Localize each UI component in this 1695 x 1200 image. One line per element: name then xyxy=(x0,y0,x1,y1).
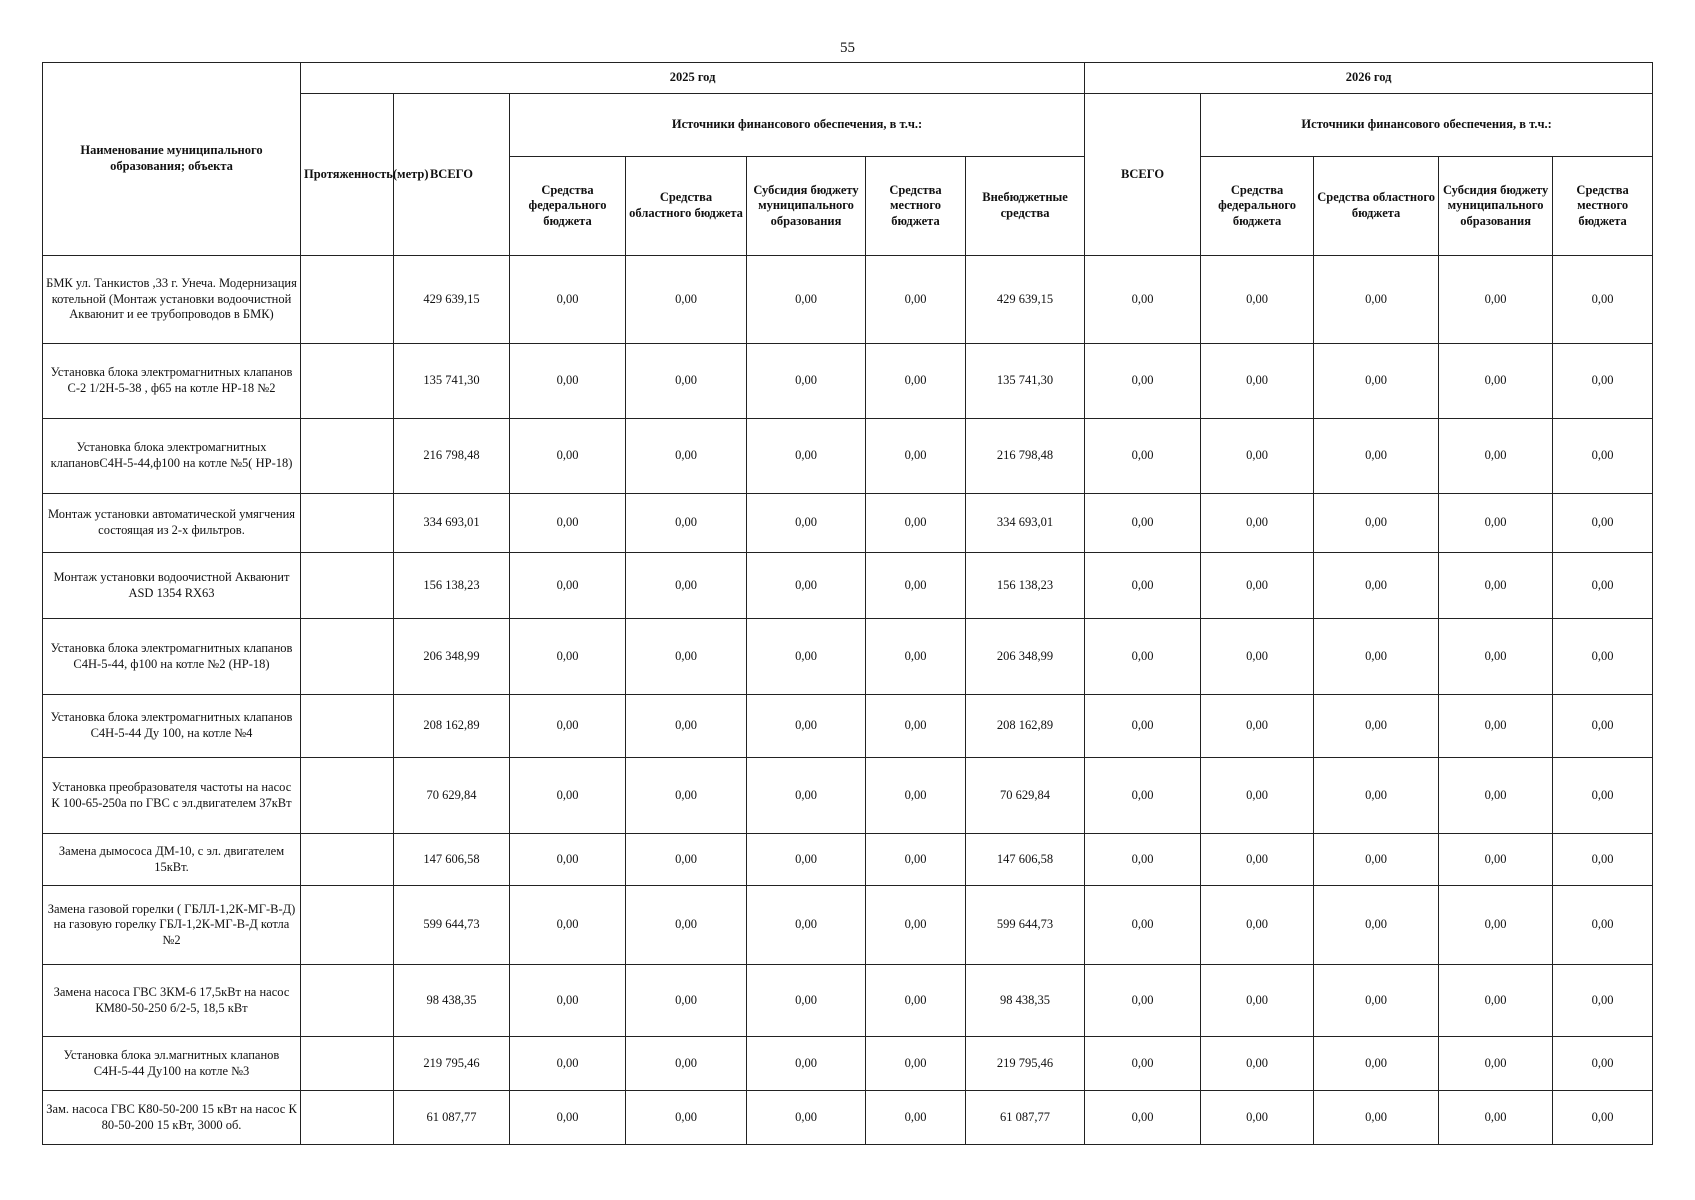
federal-2026-cell: 0,00 xyxy=(1201,553,1314,619)
local-2025-cell: 0,00 xyxy=(866,695,966,758)
local-2025-cell: 0,00 xyxy=(866,494,966,553)
local-2025-cell: 0,00 xyxy=(866,553,966,619)
subsidy-2026-cell: 0,00 xyxy=(1439,758,1553,834)
extrabudget-2025-cell: 70 629,84 xyxy=(966,758,1085,834)
total-2026-cell: 0,00 xyxy=(1085,344,1201,419)
subsidy-2025-cell: 0,00 xyxy=(747,619,866,695)
local-2026-cell: 0,00 xyxy=(1553,553,1653,619)
local-2026-cell: 0,00 xyxy=(1553,695,1653,758)
table-row xyxy=(43,695,1653,758)
total-2026-cell: 0,00 xyxy=(1085,419,1201,494)
table-row xyxy=(43,619,1653,695)
regional-2026-cell: 0,00 xyxy=(1314,886,1439,965)
total-2026-cell: 0,00 xyxy=(1085,886,1201,965)
federal-2025-cell: 0,00 xyxy=(510,834,626,886)
subsidy-2026-cell: 0,00 xyxy=(1439,695,1553,758)
federal-2025-cell: 0,00 xyxy=(510,695,626,758)
regional-2026-cell: 0,00 xyxy=(1314,494,1439,553)
subsidy-2025-cell: 0,00 xyxy=(747,419,866,494)
table-header xyxy=(43,63,1653,256)
regional-2026-cell: 0,00 xyxy=(1314,1037,1439,1091)
local-2025-cell: 0,00 xyxy=(866,419,966,494)
total-2026-cell: 0,00 xyxy=(1085,619,1201,695)
total-2026-cell: 0,00 xyxy=(1085,553,1201,619)
subsidy-2025-cell: 0,00 xyxy=(747,494,866,553)
header-total-2025: ВСЕГО xyxy=(394,94,510,256)
federal-2025-cell: 0,00 xyxy=(510,965,626,1037)
federal-2025-cell: 0,00 xyxy=(510,419,626,494)
regional-2026-cell: 0,00 xyxy=(1314,758,1439,834)
subsidy-2025-cell: 0,00 xyxy=(747,1091,866,1145)
federal-2025-cell: 0,00 xyxy=(510,256,626,344)
regional-2025-cell: 0,00 xyxy=(626,256,747,344)
object-name: Замена насоса ГВС 3КМ-6 17,5кВт на насос КМ80-50-250 б/2-5, 18,5 кВт xyxy=(43,965,301,1037)
subsidy-2025-cell: 0,00 xyxy=(747,256,866,344)
length-cell xyxy=(301,1091,394,1145)
total-2026-cell: 0,00 xyxy=(1085,256,1201,344)
regional-2026-cell: 0,00 xyxy=(1314,553,1439,619)
total-2025-cell: 599 644,73 xyxy=(394,886,510,965)
table-row xyxy=(43,758,1653,834)
subsidy-2026-cell: 0,00 xyxy=(1439,1091,1553,1145)
federal-2026-cell: 0,00 xyxy=(1201,1037,1314,1091)
total-2026-cell: 0,00 xyxy=(1085,1037,1201,1091)
subsidy-2026-cell: 0,00 xyxy=(1439,834,1553,886)
table-row xyxy=(43,886,1653,965)
local-2026-cell: 0,00 xyxy=(1553,758,1653,834)
subsidy-2026-cell: 0,00 xyxy=(1439,344,1553,419)
subsidy-2025-cell: 0,00 xyxy=(747,553,866,619)
length-cell xyxy=(301,619,394,695)
subsidy-2026-cell: 0,00 xyxy=(1439,419,1553,494)
total-2025-cell: 61 087,77 xyxy=(394,1091,510,1145)
regional-2025-cell: 0,00 xyxy=(626,834,747,886)
table-row xyxy=(43,553,1653,619)
total-2025-cell: 216 798,48 xyxy=(394,419,510,494)
federal-2025-cell: 0,00 xyxy=(510,619,626,695)
total-2026-cell: 0,00 xyxy=(1085,494,1201,553)
local-2025-cell: 0,00 xyxy=(866,1091,966,1145)
table-row xyxy=(43,256,1653,344)
federal-2025-cell: 0,00 xyxy=(510,494,626,553)
regional-2025-cell: 0,00 xyxy=(626,1091,747,1145)
local-2026-cell: 0,00 xyxy=(1553,834,1653,886)
length-cell xyxy=(301,419,394,494)
regional-2025-cell: 0,00 xyxy=(626,695,747,758)
regional-2026-cell: 0,00 xyxy=(1314,419,1439,494)
federal-2026-cell: 0,00 xyxy=(1201,344,1314,419)
length-cell xyxy=(301,494,394,553)
length-cell xyxy=(301,886,394,965)
length-cell xyxy=(301,834,394,886)
subsidy-2026-cell: 0,00 xyxy=(1439,886,1553,965)
regional-2026-cell: 0,00 xyxy=(1314,256,1439,344)
regional-2026-cell: 0,00 xyxy=(1314,965,1439,1037)
table-row xyxy=(43,1091,1653,1145)
federal-2025-cell: 0,00 xyxy=(510,886,626,965)
table-row xyxy=(43,419,1653,494)
object-name: Замена дымососа ДМ-10, с эл. двигателем 15кВт. xyxy=(43,834,301,886)
extrabudget-2025-cell: 216 798,48 xyxy=(966,419,1085,494)
local-2026-cell: 0,00 xyxy=(1553,1037,1653,1091)
federal-2025-cell: 0,00 xyxy=(510,553,626,619)
object-name: Установка блока электромагнитных клапановС4Н-5-44,ф100 на котле №5( НР-18) xyxy=(43,419,301,494)
header-extrabudget-2025: Внебюджетные средства xyxy=(966,157,1085,256)
total-2025-cell: 334 693,01 xyxy=(394,494,510,553)
length-cell xyxy=(301,965,394,1037)
header-subsidy-2025: Субсидия бюджету муниципального образования xyxy=(747,157,866,256)
total-2026-cell: 0,00 xyxy=(1085,695,1201,758)
length-cell xyxy=(301,758,394,834)
subsidy-2026-cell: 0,00 xyxy=(1439,256,1553,344)
table-row xyxy=(43,834,1653,886)
header-sources-2026: Источники финансового обеспечения, в т.ч.: xyxy=(1201,94,1653,157)
regional-2025-cell: 0,00 xyxy=(626,553,747,619)
length-cell xyxy=(301,553,394,619)
object-name: Монтаж установки автоматической умягчения состоящая из 2-х фильтров. xyxy=(43,494,301,553)
total-2026-cell: 0,00 xyxy=(1085,965,1201,1037)
table-row xyxy=(43,1037,1653,1091)
header-length: Протяженность(метр) xyxy=(301,94,394,256)
extrabudget-2025-cell: 98 438,35 xyxy=(966,965,1085,1037)
local-2025-cell: 0,00 xyxy=(866,344,966,419)
local-2026-cell: 0,00 xyxy=(1553,256,1653,344)
subsidy-2025-cell: 0,00 xyxy=(747,834,866,886)
header-sources-2025: Источники финансового обеспечения, в т.ч.: xyxy=(510,94,1085,157)
header-subsidy-2026: Субсидия бюджету муниципального образования xyxy=(1439,157,1553,256)
total-2025-cell: 135 741,30 xyxy=(394,344,510,419)
subsidy-2025-cell: 0,00 xyxy=(747,344,866,419)
local-2025-cell: 0,00 xyxy=(866,256,966,344)
federal-2026-cell: 0,00 xyxy=(1201,965,1314,1037)
extrabudget-2025-cell: 208 162,89 xyxy=(966,695,1085,758)
total-2025-cell: 147 606,58 xyxy=(394,834,510,886)
object-name: БМК ул. Танкистов ,33 г. Унеча. Модернизация котельной (Монтаж установки водоочистной Акваюнит и ее трубопроводов в БМК) xyxy=(43,256,301,344)
local-2025-cell: 0,00 xyxy=(866,758,966,834)
page-number: 55 xyxy=(840,40,855,56)
extrabudget-2025-cell: 61 087,77 xyxy=(966,1091,1085,1145)
regional-2026-cell: 0,00 xyxy=(1314,1091,1439,1145)
length-cell xyxy=(301,1037,394,1091)
regional-2025-cell: 0,00 xyxy=(626,758,747,834)
subsidy-2025-cell: 0,00 xyxy=(747,695,866,758)
local-2025-cell: 0,00 xyxy=(866,965,966,1037)
local-2025-cell: 0,00 xyxy=(866,886,966,965)
local-2026-cell: 0,00 xyxy=(1553,419,1653,494)
local-2026-cell: 0,00 xyxy=(1553,344,1653,419)
subsidy-2025-cell: 0,00 xyxy=(747,758,866,834)
length-cell xyxy=(301,344,394,419)
regional-2025-cell: 0,00 xyxy=(626,619,747,695)
federal-2026-cell: 0,00 xyxy=(1201,758,1314,834)
total-2026-cell: 0,00 xyxy=(1085,1091,1201,1145)
local-2026-cell: 0,00 xyxy=(1553,619,1653,695)
header-total-2026: ВСЕГО xyxy=(1085,94,1201,256)
object-name: Зам. насоса ГВС К80-50-200 15 кВт на насос К 80-50-200 15 кВт, 3000 об. xyxy=(43,1091,301,1145)
federal-2025-cell: 0,00 xyxy=(510,1037,626,1091)
subsidy-2025-cell: 0,00 xyxy=(747,965,866,1037)
length-cell xyxy=(301,256,394,344)
federal-2026-cell: 0,00 xyxy=(1201,886,1314,965)
header-regional-2025: Средства областного бюджета xyxy=(626,157,747,256)
local-2025-cell: 0,00 xyxy=(866,834,966,886)
federal-2026-cell: 0,00 xyxy=(1201,834,1314,886)
extrabudget-2025-cell: 135 741,30 xyxy=(966,344,1085,419)
table-row xyxy=(43,344,1653,419)
regional-2026-cell: 0,00 xyxy=(1314,619,1439,695)
total-2026-cell: 0,00 xyxy=(1085,834,1201,886)
local-2025-cell: 0,00 xyxy=(866,619,966,695)
regional-2025-cell: 0,00 xyxy=(626,494,747,553)
total-2026-cell: 0,00 xyxy=(1085,758,1201,834)
regional-2026-cell: 0,00 xyxy=(1314,344,1439,419)
extrabudget-2025-cell: 334 693,01 xyxy=(966,494,1085,553)
subsidy-2026-cell: 0,00 xyxy=(1439,1037,1553,1091)
header-local-2025: Средства местного бюджета xyxy=(866,157,966,256)
federal-2025-cell: 0,00 xyxy=(510,1091,626,1145)
federal-2026-cell: 0,00 xyxy=(1201,1091,1314,1145)
total-2025-cell: 208 162,89 xyxy=(394,695,510,758)
extrabudget-2025-cell: 206 348,99 xyxy=(966,619,1085,695)
regional-2025-cell: 0,00 xyxy=(626,1037,747,1091)
local-2026-cell: 0,00 xyxy=(1553,965,1653,1037)
header-federal-2025: Средства федерального бюджета xyxy=(510,157,626,256)
regional-2026-cell: 0,00 xyxy=(1314,695,1439,758)
object-name: Установка блока электромагнитных клапанов С4Н-5-44, ф100 на котле №2 (НР-18) xyxy=(43,619,301,695)
header-regional-2026: Средства областного бюджета xyxy=(1314,157,1439,256)
extrabudget-2025-cell: 219 795,46 xyxy=(966,1037,1085,1091)
length-cell xyxy=(301,695,394,758)
regional-2025-cell: 0,00 xyxy=(626,886,747,965)
header-year-2025: 2025 год xyxy=(301,63,1085,94)
regional-2025-cell: 0,00 xyxy=(626,965,747,1037)
table-row xyxy=(43,494,1653,553)
object-name: Установка блока эл.магнитных клапанов С4Н-5-44 Ду100 на котле №3 xyxy=(43,1037,301,1091)
subsidy-2025-cell: 0,00 xyxy=(747,886,866,965)
federal-2025-cell: 0,00 xyxy=(510,344,626,419)
federal-2026-cell: 0,00 xyxy=(1201,494,1314,553)
object-name: Монтаж установки водоочистной Акваюнит ASD 1354 RX63 xyxy=(43,553,301,619)
total-2025-cell: 70 629,84 xyxy=(394,758,510,834)
subsidy-2026-cell: 0,00 xyxy=(1439,965,1553,1037)
subsidy-2025-cell: 0,00 xyxy=(747,1037,866,1091)
header-name-column: Наименование муниципального образования; объекта xyxy=(43,63,301,256)
budget-table xyxy=(42,62,1653,1145)
local-2025-cell: 0,00 xyxy=(866,1037,966,1091)
total-2025-cell: 206 348,99 xyxy=(394,619,510,695)
header-local-2026: Средства местного бюджета xyxy=(1553,157,1653,256)
local-2026-cell: 0,00 xyxy=(1553,886,1653,965)
total-2025-cell: 156 138,23 xyxy=(394,553,510,619)
total-2025-cell: 429 639,15 xyxy=(394,256,510,344)
extrabudget-2025-cell: 147 606,58 xyxy=(966,834,1085,886)
regional-2025-cell: 0,00 xyxy=(626,344,747,419)
regional-2026-cell: 0,00 xyxy=(1314,834,1439,886)
extrabudget-2025-cell: 429 639,15 xyxy=(966,256,1085,344)
total-2025-cell: 219 795,46 xyxy=(394,1037,510,1091)
object-name: Замена газовой горелки ( ГБЛЛ-1,2К-МГ-В-Д) на газовую горелку ГБЛ-1,2К-МГ-В-Д котла №2 xyxy=(43,886,301,965)
object-name: Установка блока электромагнитных клапанов С4Н-5-44 Ду 100, на котле №4 xyxy=(43,695,301,758)
total-2025-cell: 98 438,35 xyxy=(394,965,510,1037)
object-name: Установка блока электромагнитных клапанов С-2 1/2Н-5-38 , ф65 на котле НР-18 №2 xyxy=(43,344,301,419)
federal-2026-cell: 0,00 xyxy=(1201,619,1314,695)
table-row xyxy=(43,965,1653,1037)
table-body xyxy=(43,256,1653,1145)
header-year-2026: 2026 год xyxy=(1085,63,1653,94)
object-name: Установка преобразователя частоты на насос К 100-65-250а по ГВС с эл.двигателем 37кВт xyxy=(43,758,301,834)
federal-2025-cell: 0,00 xyxy=(510,758,626,834)
local-2026-cell: 0,00 xyxy=(1553,1091,1653,1145)
federal-2026-cell: 0,00 xyxy=(1201,256,1314,344)
federal-2026-cell: 0,00 xyxy=(1201,419,1314,494)
local-2026-cell: 0,00 xyxy=(1553,494,1653,553)
federal-2026-cell: 0,00 xyxy=(1201,695,1314,758)
header-federal-2026: Средства федерального бюджета xyxy=(1201,157,1314,256)
extrabudget-2025-cell: 156 138,23 xyxy=(966,553,1085,619)
regional-2025-cell: 0,00 xyxy=(626,419,747,494)
extrabudget-2025-cell: 599 644,73 xyxy=(966,886,1085,965)
subsidy-2026-cell: 0,00 xyxy=(1439,619,1553,695)
subsidy-2026-cell: 0,00 xyxy=(1439,553,1553,619)
subsidy-2026-cell: 0,00 xyxy=(1439,494,1553,553)
